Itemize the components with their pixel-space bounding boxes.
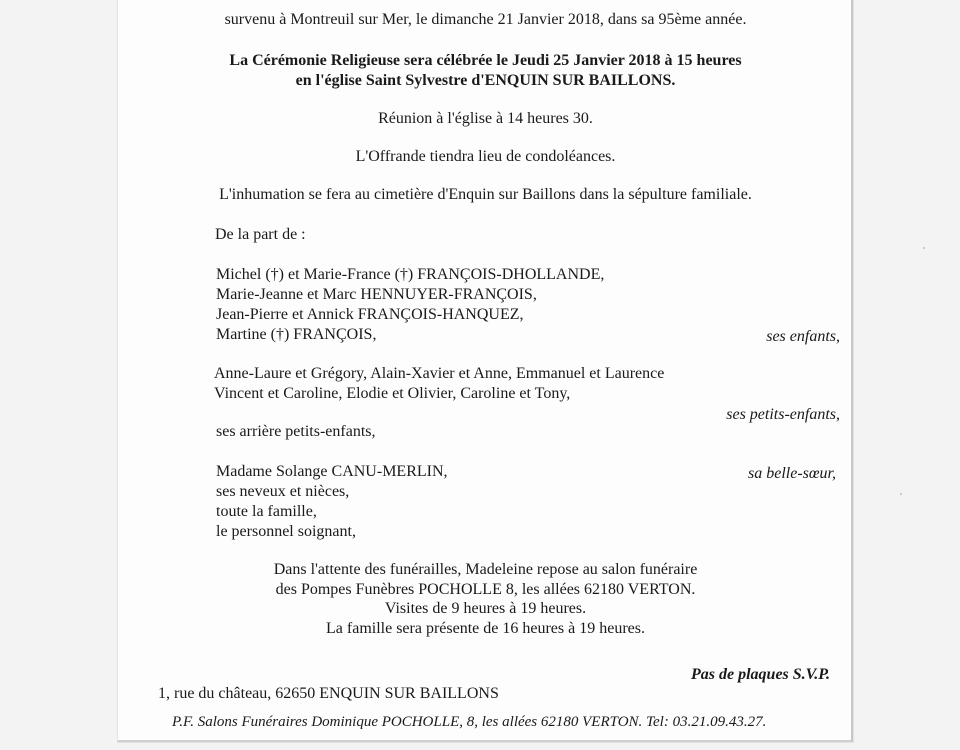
scan-speck bbox=[900, 493, 902, 495]
sister-in-law-role: sa belle-sœur, bbox=[748, 465, 836, 482]
children-role: ses enfants, bbox=[766, 328, 840, 345]
child-line-2: Marie-Jeanne et Marc HENNUYER-FRANÇOIS, bbox=[216, 286, 537, 303]
great-grandchildren-line: ses arrière petits-enfants, bbox=[216, 423, 376, 440]
others-line-2: toute la famille, bbox=[216, 503, 317, 520]
grandchild-line-1: Anne-Laure et Grégory, Alain-Xavier et Anne, Emmanuel et Laurence bbox=[214, 365, 665, 382]
child-line-4: Martine (†) FRANÇOIS, bbox=[216, 326, 377, 343]
burial-line: L'inhumation se fera au cimetière d'Enquin sur Baillons dans la sépulture familiale. bbox=[219, 186, 752, 203]
others-line-3: le personnel soignant, bbox=[216, 523, 356, 540]
meeting-line: Réunion à l'église à 14 heures 30. bbox=[378, 110, 593, 127]
grandchild-line-2: Vincent et Caroline, Elodie et Olivier, Caroline et Tony, bbox=[214, 385, 571, 402]
sister-in-law-name: Madame Solange CANU-MERLIN, bbox=[216, 463, 448, 480]
footer-funeral-home: P.F. Salons Funéraires Dominique POCHOLLE, 8, les allées 62180 VERTON. Tel: 03.21.09.43.27. bbox=[172, 714, 767, 730]
viewing-line-2: des Pompes Funèbres POCHOLLE 8, les allées 62180 VERTON. bbox=[275, 581, 696, 598]
grandchildren-role: ses petits-enfants, bbox=[726, 406, 840, 423]
viewing-line-4: La famille sera présente de 16 heures à 19 heures. bbox=[326, 620, 645, 637]
address-line: 1, rue du château, 62650 ENQUIN SUR BAILLONS bbox=[158, 685, 499, 702]
others-line-1: ses neveux et nièces, bbox=[216, 483, 350, 500]
no-plaques-note: Pas de plaques S.V.P. bbox=[691, 666, 830, 683]
viewing-line-3: Visites de 9 heures à 19 heures. bbox=[384, 600, 587, 617]
scan-speck bbox=[923, 247, 925, 249]
from-label: De la part de : bbox=[215, 226, 306, 243]
child-line-1: Michel (†) et Marie-France (†) FRANÇOIS-DHOLLANDE, bbox=[216, 266, 605, 283]
child-line-3: Jean-Pierre et Annick FRANÇOIS-HANQUEZ, bbox=[216, 306, 524, 323]
ceremony-line-2: en l'église Saint Sylvestre d'ENQUIN SUR BAILLONS. bbox=[295, 72, 676, 89]
offering-line: L'Offrande tiendra lieu de condoléances. bbox=[355, 148, 616, 165]
viewing-line-1: Dans l'attente des funérailles, Madeleine repose au salon funéraire bbox=[273, 561, 698, 578]
ceremony-line-1: La Cérémonie Religieuse sera célébrée le Jeudi 25 Janvier 2018 à 15 heures bbox=[229, 52, 742, 69]
deceased-line: survenu à Montreuil sur Mer, le dimanche 21 Janvier 2018, dans sa 95ème année. bbox=[224, 11, 747, 28]
